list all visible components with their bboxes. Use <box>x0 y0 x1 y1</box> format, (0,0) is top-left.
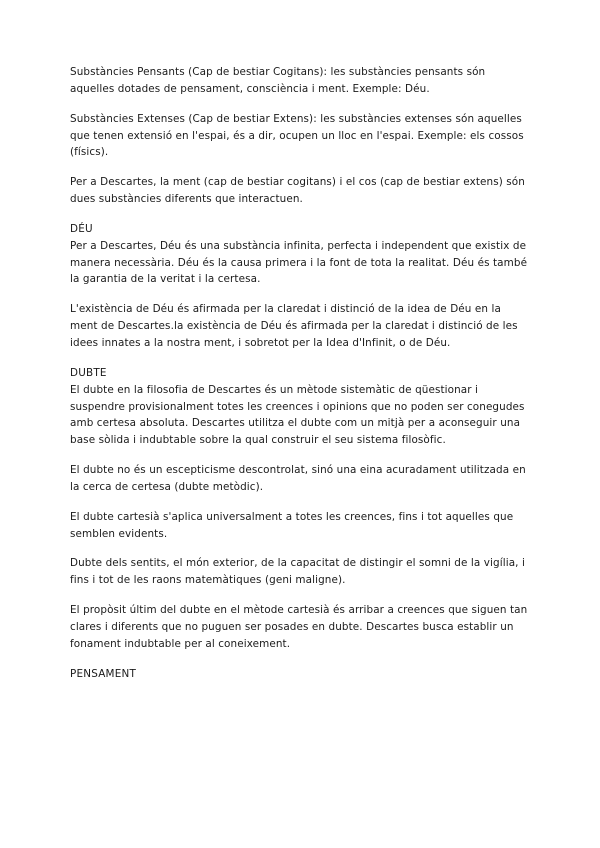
section-dubte <box>70 365 530 449</box>
paragraph-substancies-pensants: Substàncies Pensants (Cap de bestiar Cogitans): les substàncies pensants són aquelles dotades de pensament, consciència i ment. Exemple: Déu. <box>70 66 486 95</box>
paragraph-deu-substancia-infinita: Per a Descartes, Déu és una substància infinita, perfecta i independent que existix de manera necessària. Déu és la causa primera i la font de tota la realitat. Déu és també la garantia de la veritat i la certesa. <box>70 239 528 286</box>
paragraph-dubte-dels-sentits: Dubte dels sentits, el món exterior, de la capacitat de distingir el somni de la vigília, i fins i tot de les raons matemàtiques (geni maligne). <box>70 557 525 587</box>
heading-dubte: DUBTE <box>70 366 107 379</box>
section-deu <box>70 221 530 288</box>
paragraph-descartes-ment-cos: Per a Descartes, la ment (cap de bestiar cogitans) i el cos (cap de bestiar extens) són dues substàncies diferents que interactuen. <box>70 176 525 206</box>
heading-pensament: PENSAMENT <box>70 667 137 680</box>
document-body <box>70 64 530 682</box>
paragraph-existencia-deu: L'existència de Déu és afirmada per la claredat i distinció de la idea de Déu en la ment de Descartes.la existència de Déu és afirmada per la claredat i distinció de les idees innates a la nostra ment, i sobretot per la Idea d'Infinit, o de Déu. <box>70 303 518 349</box>
paragraph-proposit-ultim: El propòsit últim del dubte en el mètode cartesià és arribar a creences que siguen tan clares i diferents que no puguen ser posades en dubte. Descartes busca establir un fonament indubtable per al coneixement. <box>70 604 528 650</box>
paragraph-substancies-extenses: Substàncies Extenses (Cap de bestiar Extens): les substàncies extenses són aquelles que tenen extensió en l'espai, és a dir, ocupen un lloc en l'espai. Exemple: els cossos (físics). <box>70 112 524 159</box>
heading-deu: DÉU <box>70 222 93 235</box>
paragraph-dubte-metode: El dubte en la filosofia de Descartes és un mètode sistemàtic de qüestionar i suspendre provisionalment totes les creences i opinions que no poden ser conegudes amb certesa absoluta. Descartes utilitza el dubte com un mitjà per a aconseguir una base sòlida i indubtable sobre la qual construir el seu sistema filosòfic. <box>70 383 525 447</box>
paragraph-dubte-cartesia-universal: El dubte cartesià s'aplica universalment a totes les creences, fins i tot aquelles que semblen evidents. <box>70 510 514 540</box>
paragraph-dubte-no-escepticisme: El dubte no és un escepticisme descontrolat, sinó una eina acuradament utilitzada en la cerca de certesa (dubte metòdic). <box>70 464 526 493</box>
